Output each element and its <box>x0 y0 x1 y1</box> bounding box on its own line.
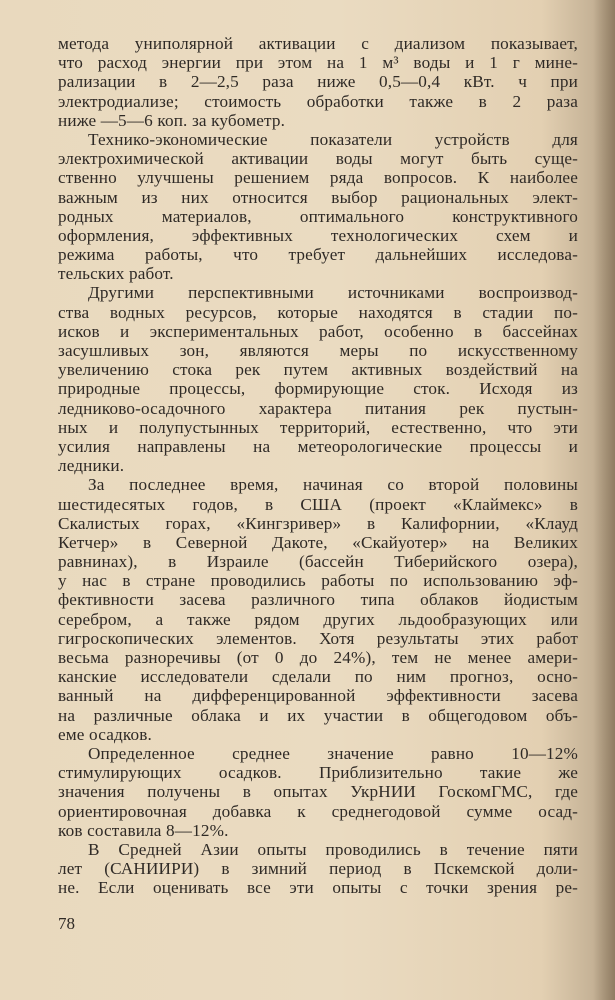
body-text <box>58 34 578 897</box>
text-line: Скалистых горах, «Кингзривер» в Калифорнии, «Клауд <box>58 513 578 533</box>
text-line: ственно улучшены решением ряда вопросов. К наиболее <box>58 168 578 188</box>
text-line: фективности засева различного типа облаков йодистым <box>58 590 578 610</box>
text-line: ледниково-осадочного характера питания рек пустын- <box>58 398 578 418</box>
text-line: исков и экспериментальных работ, особенно в бассейнах <box>58 321 578 341</box>
text-line: электродиализе; стоимость обработки также в 2 раза <box>58 91 578 111</box>
paragraph-2 <box>58 130 578 284</box>
text-line: ниже —5—6 коп. за кубометр. <box>58 110 286 130</box>
text-line: стимулирующих осадков. Приблизительно такие же <box>58 763 578 783</box>
text-line: гигроскопических элементов. Хотя результаты этих работ <box>58 628 578 648</box>
page-number: 78 <box>58 914 75 933</box>
text-line: ства водных ресурсов, которые находятся в стадии по- <box>58 302 578 322</box>
text-line: ледники. <box>58 456 125 476</box>
text-line: электрохимической активации воды могут быть суще- <box>58 149 578 169</box>
text-line: увеличению стока рек путем активных воздействий на <box>58 360 578 380</box>
text-line: Технико-экономические показатели устройств для <box>88 129 578 149</box>
text-line: Другими перспективными источниками воспроизвод- <box>88 283 578 303</box>
text-line: В Средней Азии опыты проводились в течение пяти <box>88 839 578 859</box>
page-edge-shadow <box>593 0 615 1000</box>
text-line: весьма разноречивы (от 0 до 24%), тем не менее амери- <box>58 648 578 667</box>
text-line: значения получены в опытах УкрНИИ ГоскомГМС, где <box>58 782 578 802</box>
text-line: лет (САНИИРИ) в зимний период в Пскемской доли- <box>58 859 578 879</box>
text-line: серебром, а также рядом других льдообразующих или <box>58 609 578 629</box>
text-line: режима работы, что требует дальнейших исследова- <box>58 245 578 265</box>
text-line: Определенное среднее значение равно 10—12% <box>88 743 578 763</box>
text-line: у нас в стране проводились работы по использованию эф- <box>58 571 578 591</box>
text-line: усилия направлены на метеорологические процессы и <box>58 436 578 456</box>
paragraph-1 <box>58 34 578 130</box>
text-line: на различные облака и их участии в общегодовом объ- <box>58 705 578 725</box>
text-line: родных материалов, оптимального конструктивного <box>58 206 578 226</box>
text-line: За последнее время, начиная со второй половины <box>88 475 578 495</box>
paragraph-6 <box>58 840 578 898</box>
text-line: ванный на дифференцированной эффективности засева <box>58 686 578 706</box>
paragraph-5 <box>58 744 578 840</box>
text-line: ных и полупустынных территорий, естественно, что эти <box>58 417 578 437</box>
text-line: шестидесятых годов, в США (проект «Клаймекс» в <box>58 494 578 514</box>
text-line: природные процессы, формирующие сток. Исходя из <box>58 379 578 399</box>
text-line: важным из них относится выбор рациональных элект- <box>58 187 578 207</box>
text-line: не. Если оценивать все эти опыты с точки зрения ре- <box>58 878 578 898</box>
text-line: рализации в 2—2,5 раза ниже 0,5—0,4 кВт. ч при <box>58 72 578 92</box>
text-line: что расход энергии при этом на 1 м³ воды и 1 г мине- <box>58 53 578 73</box>
text-line: оформления, эффективных технологических схем и <box>58 225 578 245</box>
paragraph-4 <box>58 475 578 744</box>
text-line: ориентировочная добавка к среднегодовой сумме осад- <box>58 801 578 821</box>
text-line: равнинах), в Израиле (бассейн Тиберийского озера), <box>58 552 578 572</box>
text-line: тельских работ. <box>58 264 174 284</box>
paragraph-3 <box>58 283 578 475</box>
text-line: метода униполярной активации с диализом показывает, <box>58 34 578 53</box>
text-line: Кетчер» в Северной Дакоте, «Скайуотер» на Великих <box>58 532 578 552</box>
text-line: еме осадков. <box>58 724 152 744</box>
text-line: канские исследователи сделали по ним прогноз, осно- <box>58 667 578 687</box>
text-line: засушливых зон, являются меры по искусственному <box>58 341 578 360</box>
text-line: ков составила 8—12%. <box>58 820 229 840</box>
